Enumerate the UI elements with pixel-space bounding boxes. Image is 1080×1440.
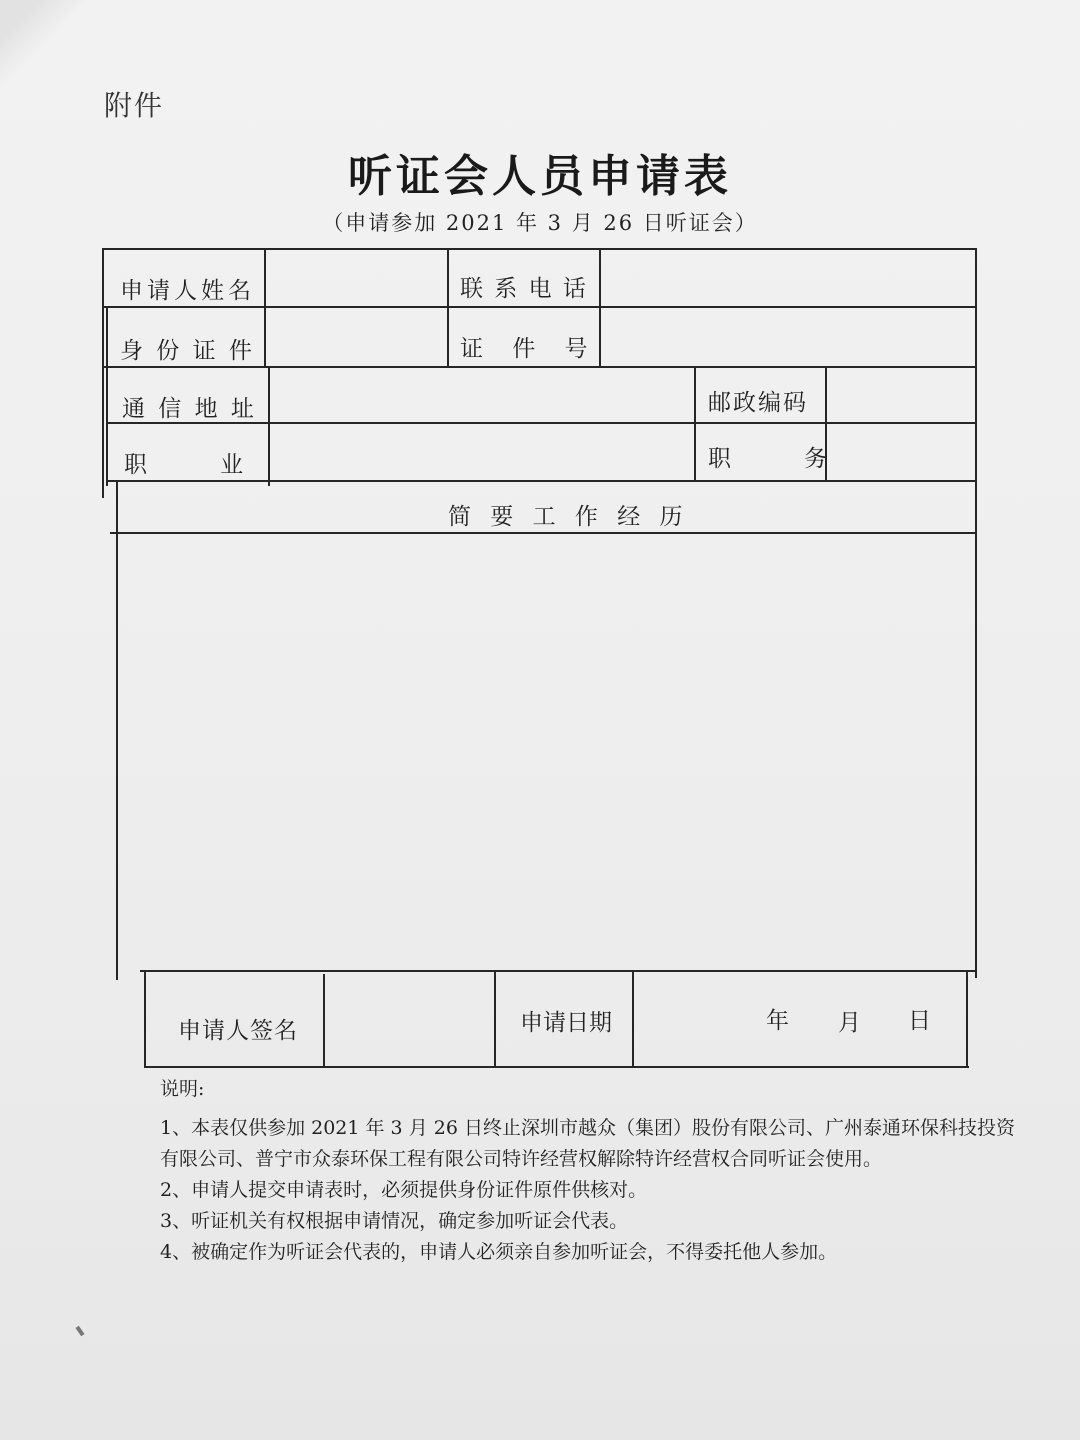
col-sep-address [268, 366, 270, 486]
col-sep-phone-label [447, 248, 449, 368]
col-sep-signature [323, 974, 325, 1068]
date-day-label: 日 [908, 1008, 931, 1034]
application-form-table [102, 248, 977, 1068]
position-field[interactable] [834, 440, 964, 470]
address-field[interactable] [278, 390, 678, 420]
note-item-1: 1、本表仅供参加 2021 年 3 月 26 日终止深圳市越众（集团）股份有限公司、广州泰通环保科技投资有限公司、普宁市众泰环保工程有限公司特许经营权解除特许经营权合同听证会使用。 [160, 1117, 1015, 1170]
form-subtitle: （申请参加 2021 年 3 月 26 日听证会） [322, 211, 758, 235]
row-separator-2 [104, 366, 977, 368]
date-label: 申请日期 [520, 1010, 612, 1036]
note-item-4: 4、被确定作为听证会代表的，申请人必须亲自参加听证会，不得委托他人参加。 [160, 1241, 838, 1263]
note-item-2: 2、申请人提交申请表时，必须提供身份证件原件供核对。 [160, 1179, 648, 1201]
section-left-border [116, 480, 118, 980]
work-experience-label: 简 要 工 作 经 历 [448, 504, 689, 530]
id-type-field[interactable] [274, 332, 439, 362]
notes-section [160, 1074, 1020, 1268]
postcode-field[interactable] [834, 384, 964, 414]
postcode-label: 邮政编码 [708, 390, 808, 416]
applicant-name-field[interactable] [274, 272, 439, 302]
occupation-label: 职 业 [124, 452, 244, 478]
row-separator-5 [110, 532, 976, 534]
attachment-label: 附件 [104, 89, 165, 122]
col-sep-date-value [632, 972, 634, 1066]
date-month-label: 月 [838, 1010, 861, 1036]
col-sep-postcode-label [694, 366, 696, 482]
notes-heading: 说明: [160, 1078, 205, 1100]
occupation-field[interactable] [280, 446, 680, 476]
col-sep-date-label [494, 972, 496, 1068]
position-label: 职 务 [708, 446, 828, 472]
table-border-left-upper [102, 248, 104, 498]
date-year-label: 年 [766, 1008, 789, 1034]
id-number-field[interactable] [610, 330, 960, 360]
address-label: 通 信 地 址 [122, 396, 257, 422]
note-item-3: 3、听证机关有权根据申请情况，确定参加听证会代表。 [160, 1210, 629, 1232]
id-type-label: 身 份 证 件 [120, 338, 255, 364]
phone-field[interactable] [610, 270, 960, 300]
applicant-name-label: 申请人姓名 [120, 278, 255, 304]
sig-right-border [966, 970, 968, 1068]
signature-label: 申请人签名 [178, 1018, 298, 1044]
phone-label: 联 系 电 话 [460, 276, 588, 302]
table-border-top [102, 248, 977, 250]
work-experience-field[interactable] [126, 548, 956, 958]
col-sep-phone-value [599, 248, 601, 368]
row-separator-1 [102, 306, 977, 308]
form-title: 听证会人员申请表 [348, 151, 732, 202]
pen-mark [75, 1326, 84, 1336]
sig-left-border [144, 970, 146, 1068]
table-border-right [975, 248, 977, 978]
row-separator-4 [108, 480, 976, 482]
inner-left-border [106, 306, 108, 486]
signature-field[interactable] [332, 988, 487, 1058]
id-number-label: 证 件 号 [460, 336, 588, 362]
row-separator-6 [140, 970, 976, 972]
table-border-bottom [144, 1066, 969, 1068]
col-sep-name [264, 248, 266, 366]
